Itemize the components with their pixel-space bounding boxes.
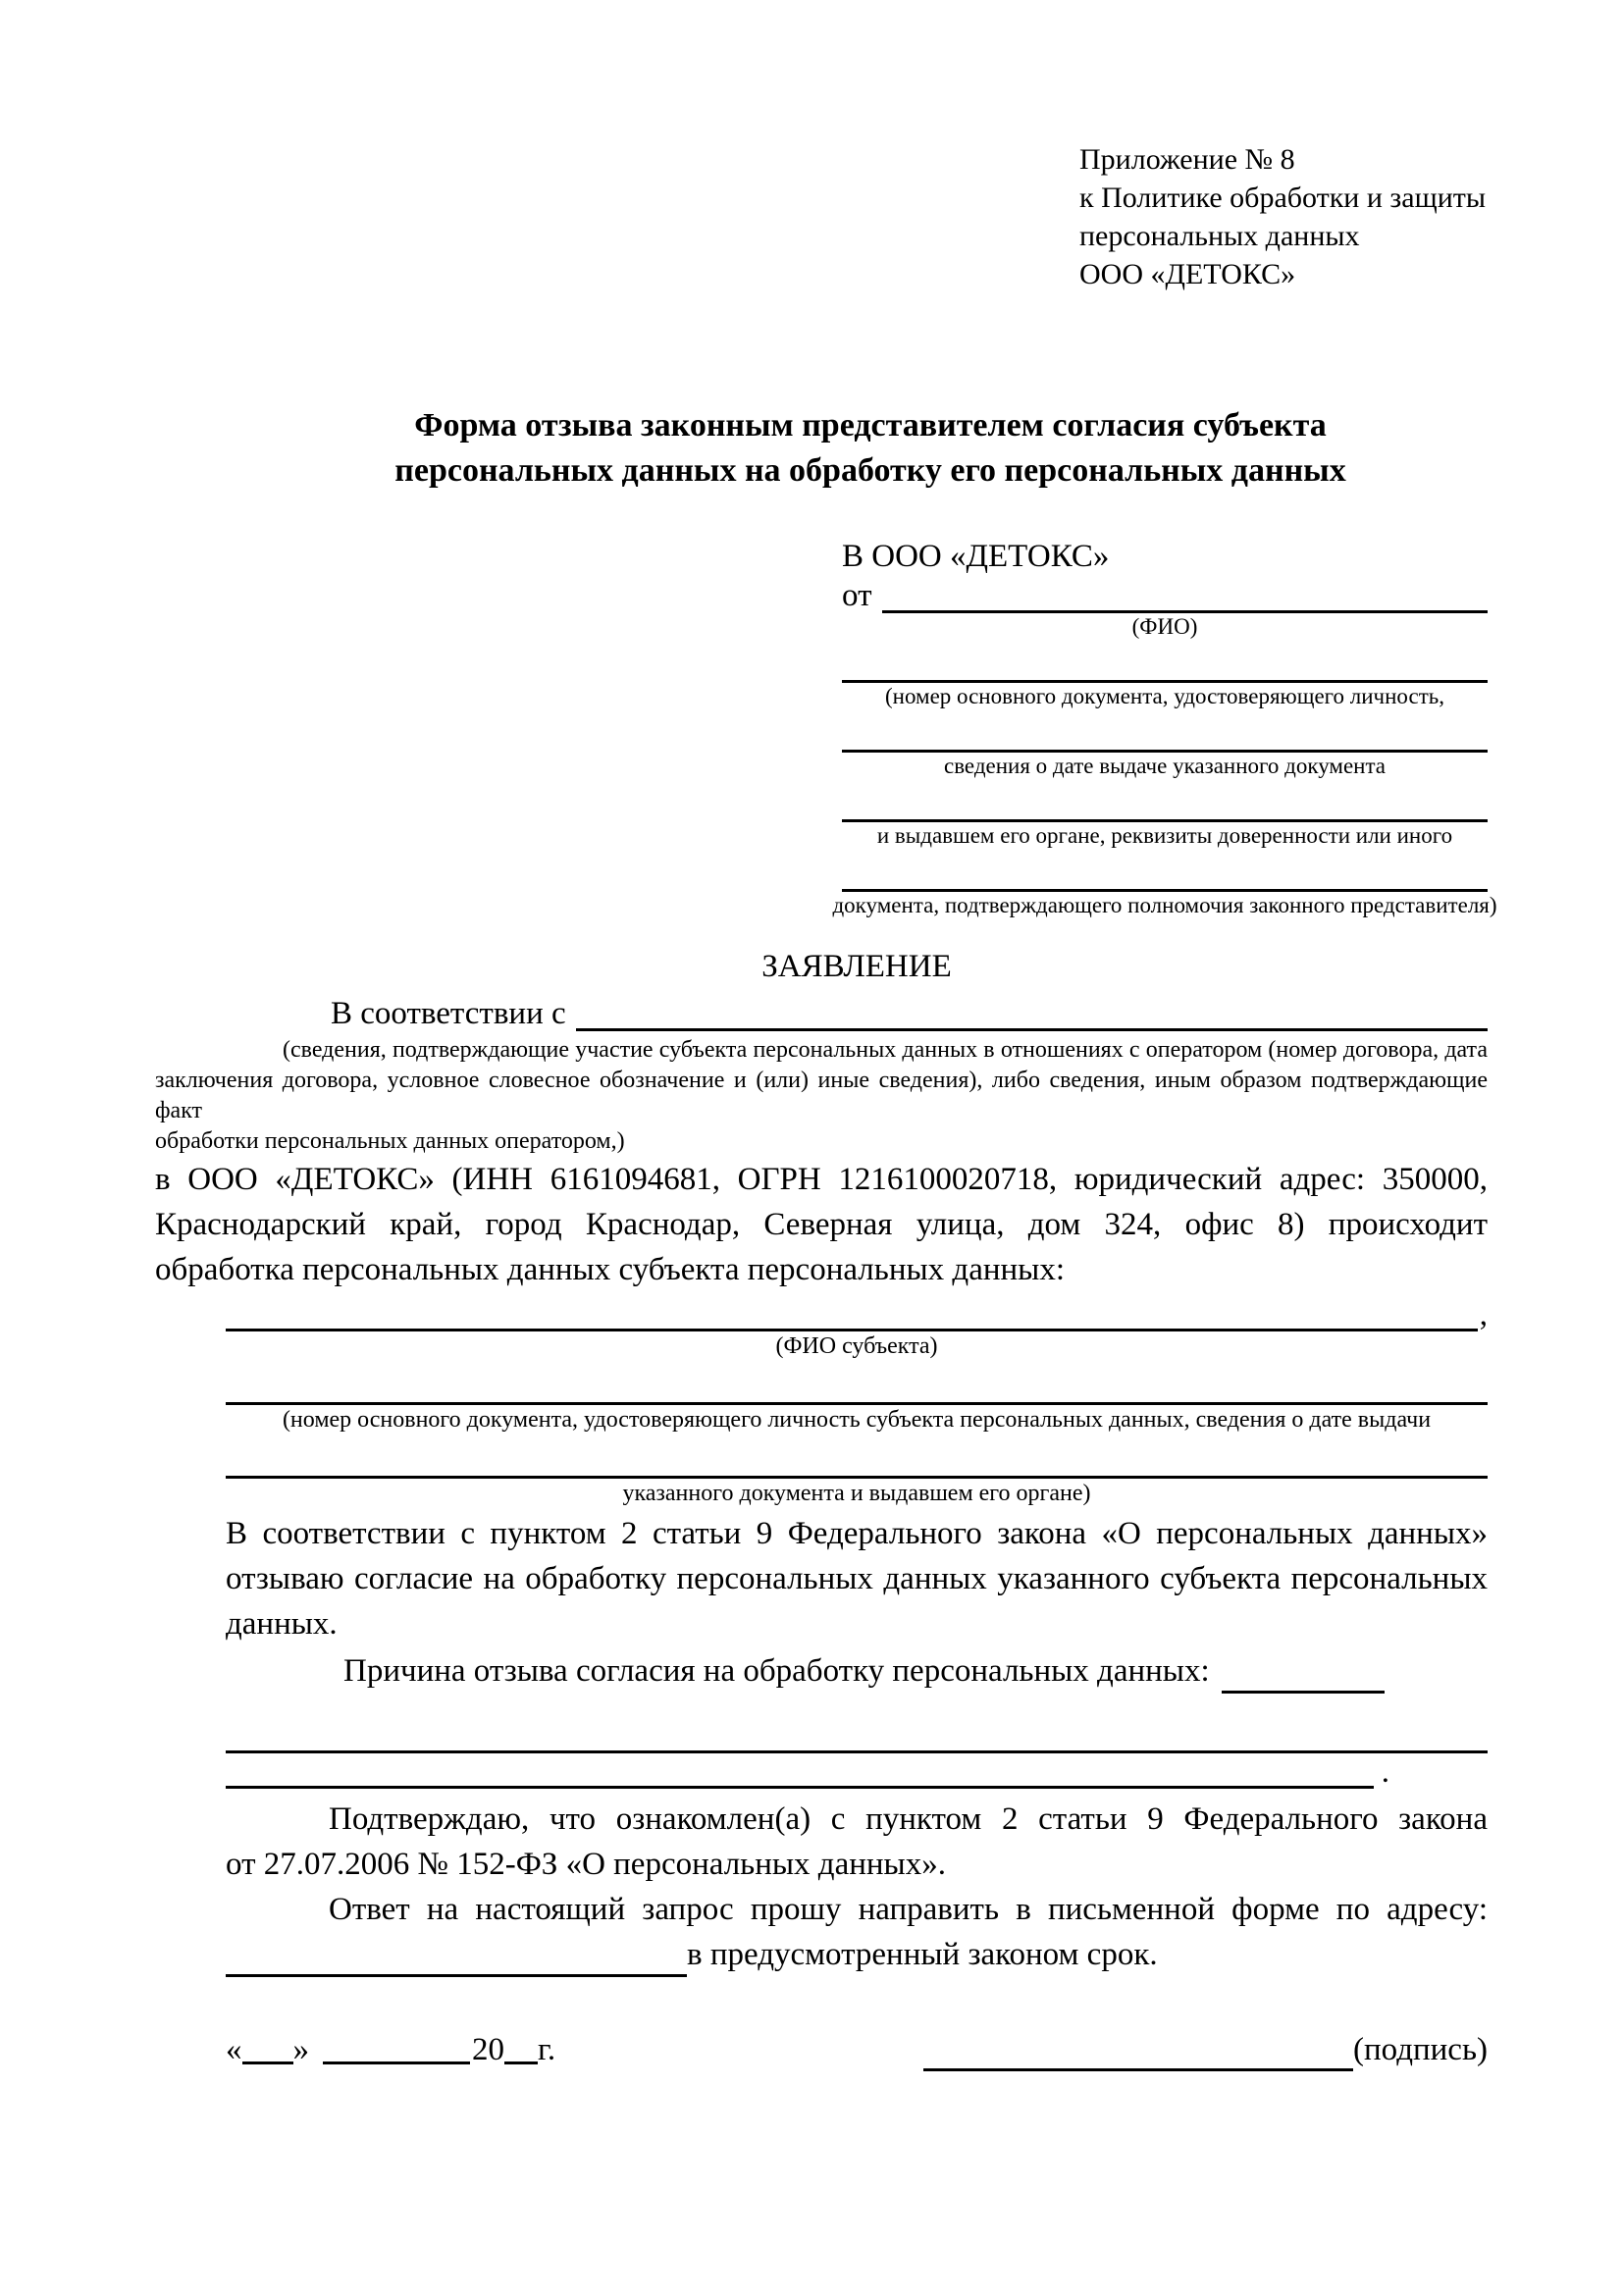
identity-doc-caption: документа, подтверждающего полномочия законного представителя) <box>832 893 1497 917</box>
consent-withdrawal-paragraph <box>226 1511 1488 1646</box>
operator-info-paragraph <box>155 1157 1488 1292</box>
appendix-note-line: персональных данных <box>1079 220 1360 252</box>
open-quote: « <box>226 2032 242 2067</box>
reason-field <box>226 1648 1488 1694</box>
subject-doc-caption: (номер основного документа, удостоверяющего личность субъекта персональных данных, сведения о дате выдачи <box>282 1407 1432 1433</box>
day-blank-line <box>242 2061 293 2064</box>
subject-fields-block <box>226 1292 1488 1511</box>
confirmation-line: Подтверждаю, что ознакомлен(а) с пунктом 2 статьи 9 Федерального закона <box>329 1801 1488 1837</box>
close-quote: » <box>292 2032 309 2067</box>
legal-basis-blank-line <box>576 993 1488 1031</box>
response-address-field <box>226 1932 1488 1977</box>
legal-basis-label: В соответствии с <box>331 996 566 1031</box>
subject-fio-field <box>226 1292 1488 1331</box>
reason-blank-line-row <box>226 1753 1488 1789</box>
subject-doc-blank-line <box>226 1361 1488 1405</box>
identity-doc-caption: и выдавшем его органе, реквизиты доверенности или иного <box>876 823 1453 848</box>
appendix-note-line: к Политике обработки и защиты <box>1079 182 1487 214</box>
document-title-line: Форма отзыва законным представителем согласия субъекта <box>414 407 1327 444</box>
document-title <box>155 403 1488 494</box>
identity-doc-caption: сведения о дате выдаче указанного документа <box>943 754 1387 778</box>
response-address-blank-line <box>226 1929 687 1977</box>
document-title-line: персональных данных на обработку его персональных данных <box>394 452 1346 489</box>
from-field <box>842 578 1488 613</box>
date-field <box>226 2028 555 2071</box>
appendix-note-line: Приложение № 8 <box>1079 143 1295 176</box>
reason-blank-line <box>226 1709 1488 1753</box>
reason-blank-line <box>1222 1645 1385 1694</box>
signature-caption: (подпись) <box>1353 2032 1488 2067</box>
subject-doc-caption: указанного документа и выдавшем его органе) <box>622 1481 1091 1506</box>
from-blank-line <box>882 575 1489 613</box>
from-label: от <box>842 578 872 613</box>
response-tail-text: в предусмотренный законом срок. <box>687 1937 1158 1972</box>
reason-label: Причина отзыва согласия на обработку персональных данных: <box>343 1653 1210 1689</box>
reason-blank-line <box>226 1750 1374 1789</box>
subject-doc-blank-line <box>226 1435 1488 1479</box>
identity-doc-blank-line <box>842 782 1488 822</box>
appendix-note <box>1079 140 1488 293</box>
fine-print-note <box>155 1035 1488 1157</box>
consent-withdrawal-line: В соответствии с пунктом 2 статьи 9 Федерального закона «О персональных данных» <box>226 1516 1488 1551</box>
trailing-comma: , <box>1479 1297 1488 1332</box>
legal-basis-field <box>226 996 1488 1031</box>
subject-fio-caption: (ФИО субъекта) <box>775 1333 938 1359</box>
operator-info-line: обработка персональных данных субъекта персональных данных: <box>155 1252 1065 1287</box>
fio-caption: (ФИО) <box>1131 614 1198 639</box>
signature-field <box>923 2028 1488 2071</box>
signature-blank-line <box>923 2029 1353 2071</box>
response-request-paragraph <box>226 1887 1488 1932</box>
response-request-line: Ответ на настоящий запрос прошу направить в письменной форме по адресу: <box>329 1892 1488 1927</box>
month-blank-line <box>323 2061 470 2064</box>
year-blank-line <box>504 2061 538 2064</box>
recipient-org: В ООО «ДЕТОКС» <box>842 539 1110 574</box>
fine-print-line: заключения договора, условное словесное обозначение и (или) иные сведения), либо сведения, иным образом подтверждающие факт <box>155 1068 1488 1123</box>
fine-print-line: (сведения, подтверждающие участие субъекта персональных данных в отношениях с оператором (номер договора, дата <box>283 1037 1488 1063</box>
confirmation-line: от 27.07.2006 № 152-ФЗ «О персональных данных». <box>226 1847 946 1882</box>
addressee-block <box>832 535 1497 921</box>
identity-doc-blank-line <box>842 852 1488 892</box>
identity-doc-caption: (номер основного документа, удостоверяющего личность, <box>884 684 1444 708</box>
appendix-note-line: ООО «ДЕТОКС» <box>1079 258 1296 290</box>
subject-doc-field <box>226 1364 1488 1405</box>
confirmation-paragraph <box>226 1797 1488 1887</box>
subject-doc-field <box>226 1437 1488 1479</box>
year-suffix: г. <box>538 2032 556 2067</box>
operator-info-line: в ООО «ДЕТОКС» (ИНН 6161094681, ОГРН 1216100020718, юридический адрес: 350000, <box>155 1162 1488 1197</box>
statement-heading: ЗАЯВЛЕНИЕ <box>761 949 952 984</box>
identity-doc-blank-line <box>842 643 1488 683</box>
operator-info-line: Краснодарский край, город Краснодар, Северная улица, дом 324, офис 8) происходит <box>155 1207 1488 1242</box>
year-prefix: 20 <box>472 2032 504 2067</box>
date-signature-row <box>226 2028 1488 2071</box>
fine-print-line: обработки персональных данных оператором,) <box>155 1128 625 1154</box>
consent-withdrawal-line: данных. <box>226 1606 338 1642</box>
identity-doc-blank-line <box>842 712 1488 753</box>
subject-fio-blank-line <box>226 1289 1478 1331</box>
trailing-period: . <box>1381 1754 1389 1790</box>
consent-withdrawal-line: отзываю согласие на обработку персональных данных указанного субъекта персональных <box>226 1561 1488 1596</box>
